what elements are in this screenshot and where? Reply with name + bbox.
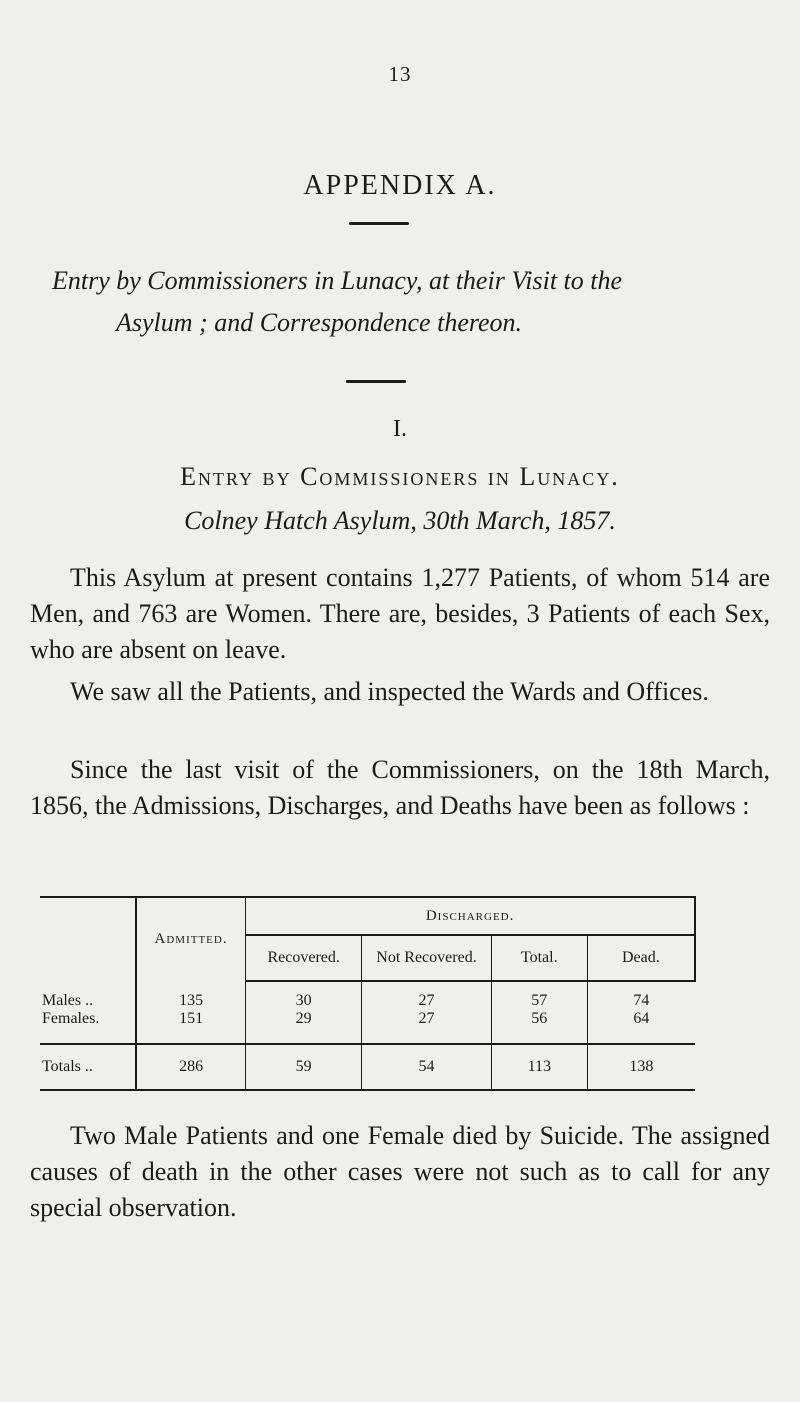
- section-heading: Entry by Commissioners in Lunacy.: [180, 462, 620, 491]
- admitted-header: Admitted.: [136, 897, 246, 981]
- total-header: Total.: [491, 935, 587, 981]
- appendix-subtitle: [52, 260, 752, 344]
- table-cell: 27: [362, 981, 492, 1010]
- discharged-header: Discharged.: [246, 897, 695, 935]
- not-recovered-header: Not Recovered.: [362, 935, 492, 981]
- appendix-title: APPENDIX A.: [303, 170, 497, 201]
- section-number: I.: [393, 416, 407, 442]
- divider-rule: [346, 380, 406, 383]
- table-cell: 29: [246, 1010, 362, 1044]
- table-row-label: Males ..: [40, 981, 136, 1010]
- dateline: Colney Hatch Asylum, 30th March, 1857.: [184, 506, 616, 535]
- table-cell: 138: [587, 1044, 695, 1090]
- paragraph-suicide: Two Male Patients and one Female died by Suicide. The assigned causes of death in the other cases were not such as to call for any special observation.: [30, 1121, 770, 1222]
- row-label-header: [40, 897, 136, 981]
- table-row-label: Females.: [40, 1010, 136, 1044]
- admissions-discharges-table: [40, 896, 696, 1091]
- subtitle-line-1: Entry by Commissioners in Lunacy, at their Visit to the: [52, 266, 623, 295]
- paragraph-since-last-visit: Since the last visit of the Commissioners, on the 18th March, 1856, the Admissions, Discharges, and Deaths have been as follows :: [30, 755, 770, 820]
- subtitle-line-2: Asylum ; and Correspondence thereon.: [116, 308, 523, 337]
- recovered-header: Recovered.: [246, 935, 362, 981]
- table-cell: 64: [587, 1010, 695, 1044]
- paragraph-patients: This Asylum at present contains 1,277 Patients, of whom 514 are Men, and 763 are Women. There are, besides, 3 Patients of each Sex, who are absent on leave.: [30, 563, 770, 664]
- divider-rule: [349, 222, 409, 225]
- table-cell: 59: [246, 1044, 362, 1090]
- table-cell: 30: [246, 981, 362, 1010]
- table-cell: 56: [491, 1010, 587, 1044]
- table-cell: 135: [179, 991, 204, 1009]
- table-cell: 27: [362, 1010, 492, 1044]
- table-cell: 54: [362, 1044, 492, 1090]
- table-cell: 57: [491, 981, 587, 1010]
- page-number: 13: [388, 62, 412, 86]
- table-cell: 151: [136, 1010, 246, 1044]
- table-cell: 113: [491, 1044, 587, 1090]
- paragraph-inspection: We saw all the Patients, and inspected the Wards and Offices.: [70, 677, 709, 706]
- table-cell: 74: [587, 981, 695, 1010]
- table-cell: 286: [136, 1044, 246, 1090]
- dead-header: Dead.: [587, 935, 695, 981]
- totals-row-label: Totals ..: [40, 1044, 136, 1090]
